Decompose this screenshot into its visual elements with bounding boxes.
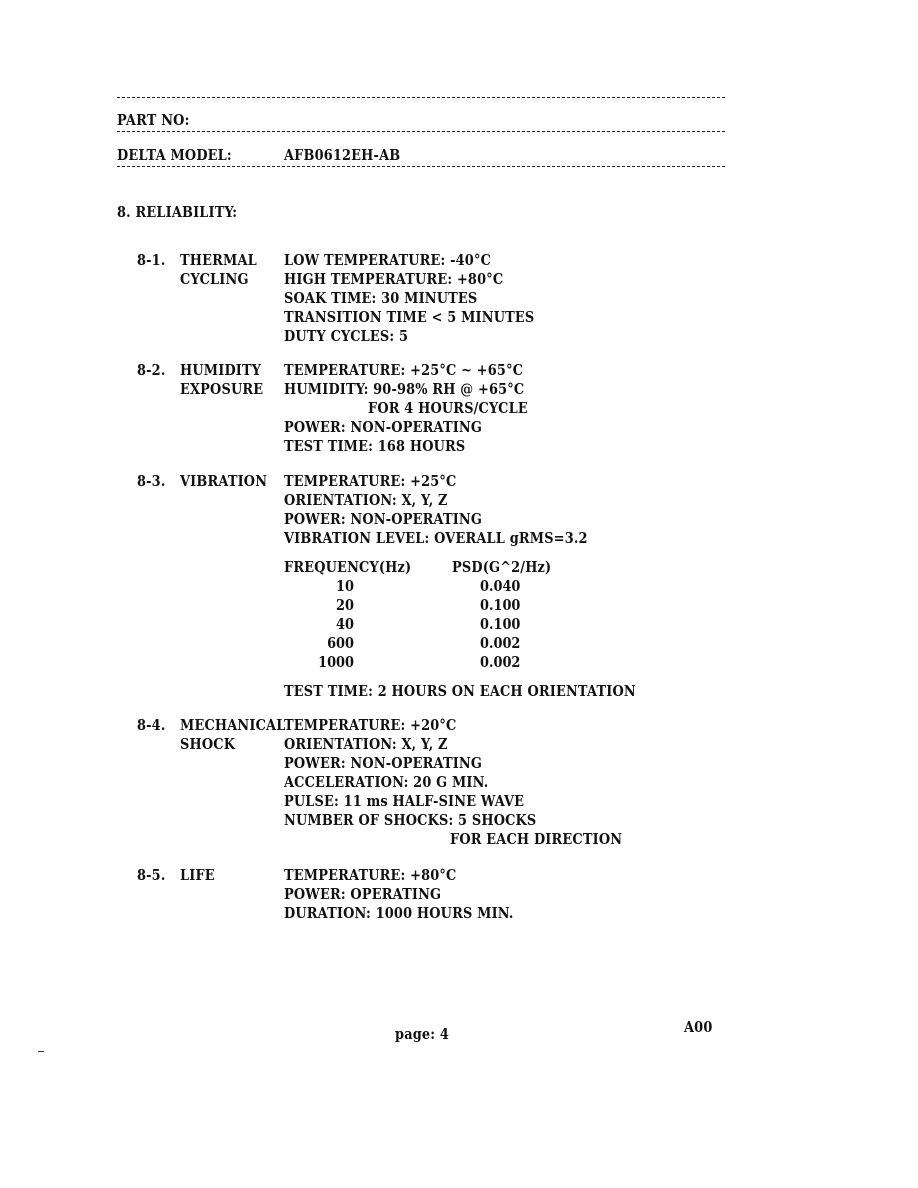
section-name-shock: SHOCK: [180, 735, 236, 753]
table-header-psd: PSD(G^2/Hz): [452, 558, 552, 576]
spec-line: SOAK TIME: 30 MINUTES: [284, 289, 478, 307]
table-cell-frequency: 20: [336, 596, 354, 614]
spec-line: TRANSITION TIME < 5 MINUTES: [284, 308, 535, 326]
spec-line: POWER: NON-OPERATING: [284, 510, 483, 528]
spec-line: TEMPERATURE: +80°C: [284, 866, 457, 884]
section-name-mechanical: MECHANICAL: [180, 716, 286, 734]
spec-line: VIBRATION LEVEL: OVERALL gRMS=3.2: [284, 529, 588, 547]
spec-line: DURATION: 1000 HOURS MIN.: [284, 904, 514, 922]
table-cell-frequency: 10: [336, 577, 354, 595]
section-name-vibration: VIBRATION: [180, 472, 268, 490]
dashed-rule-bottom: [117, 166, 725, 167]
table-cell-psd: 0.002: [480, 634, 521, 652]
section-title: 8. RELIABILITY:: [117, 203, 238, 221]
spec-line: TEMPERATURE: +25°C: [284, 472, 457, 490]
scan-mark: [38, 1051, 44, 1052]
spec-line: POWER: NON-OPERATING: [284, 418, 483, 436]
spec-line: POWER: NON-OPERATING: [284, 754, 483, 772]
spec-line: FOR EACH DIRECTION: [450, 830, 623, 848]
dashed-rule-middle: [117, 131, 725, 132]
spec-line: ACCELERATION: 20 G MIN.: [284, 773, 489, 791]
section-name-exposure: EXPOSURE: [180, 380, 264, 398]
spec-line: POWER: OPERATING: [284, 885, 442, 903]
spec-line: DUTY CYCLES: 5: [284, 327, 409, 345]
spec-line: TEST TIME: 2 HOURS ON EACH ORIENTATION: [284, 682, 636, 700]
spec-line: NUMBER OF SHOCKS: 5 SHOCKS: [284, 811, 537, 829]
spec-line: TEST TIME: 168 HOURS: [284, 437, 466, 455]
spec-line: ORIENTATION: X, Y, Z: [284, 735, 448, 753]
table-header-frequency: FREQUENCY(Hz): [284, 558, 412, 576]
spec-line: LOW TEMPERATURE: -40°C: [284, 251, 492, 269]
revision-code: A00: [684, 1018, 713, 1036]
section-name-cycling: CYCLING: [180, 270, 249, 288]
spec-line: FOR 4 HOURS/CYCLE: [368, 399, 528, 417]
section-number-8-4: 8-4.: [137, 716, 166, 734]
spec-line: TEMPERATURE: +20°C: [284, 716, 457, 734]
page-number: page: 4: [395, 1025, 450, 1043]
section-number-8-3: 8-3.: [137, 472, 166, 490]
section-name-thermal: THERMAL: [180, 251, 257, 269]
spec-line: HIGH TEMPERATURE: +80°C: [284, 270, 504, 288]
part-no-label: PART NO:: [117, 111, 190, 129]
spec-line: PULSE: 11 ms HALF-SINE WAVE: [284, 792, 525, 810]
table-cell-psd: 0.040: [480, 577, 521, 595]
model-value: AFB0612EH-AB: [284, 146, 401, 164]
section-number-8-1: 8-1.: [137, 251, 166, 269]
table-cell-frequency: 600: [327, 634, 354, 652]
spec-line: ORIENTATION: X, Y, Z: [284, 491, 448, 509]
section-number-8-2: 8-2.: [137, 361, 166, 379]
spec-line: HUMIDITY: 90-98% RH @ +65°C: [284, 380, 525, 398]
section-name-life: LIFE: [180, 866, 215, 884]
table-cell-psd: 0.100: [480, 615, 521, 633]
table-cell-frequency: 40: [336, 615, 354, 633]
model-label: DELTA MODEL:: [117, 146, 232, 164]
table-cell-psd: 0.100: [480, 596, 521, 614]
dashed-rule-top: [117, 97, 725, 98]
section-number-8-5: 8-5.: [137, 866, 166, 884]
section-name-humidity: HUMIDITY: [180, 361, 262, 379]
table-cell-frequency: 1000: [318, 653, 354, 671]
spec-line: TEMPERATURE: +25°C ~ +65°C: [284, 361, 524, 379]
table-cell-psd: 0.002: [480, 653, 521, 671]
